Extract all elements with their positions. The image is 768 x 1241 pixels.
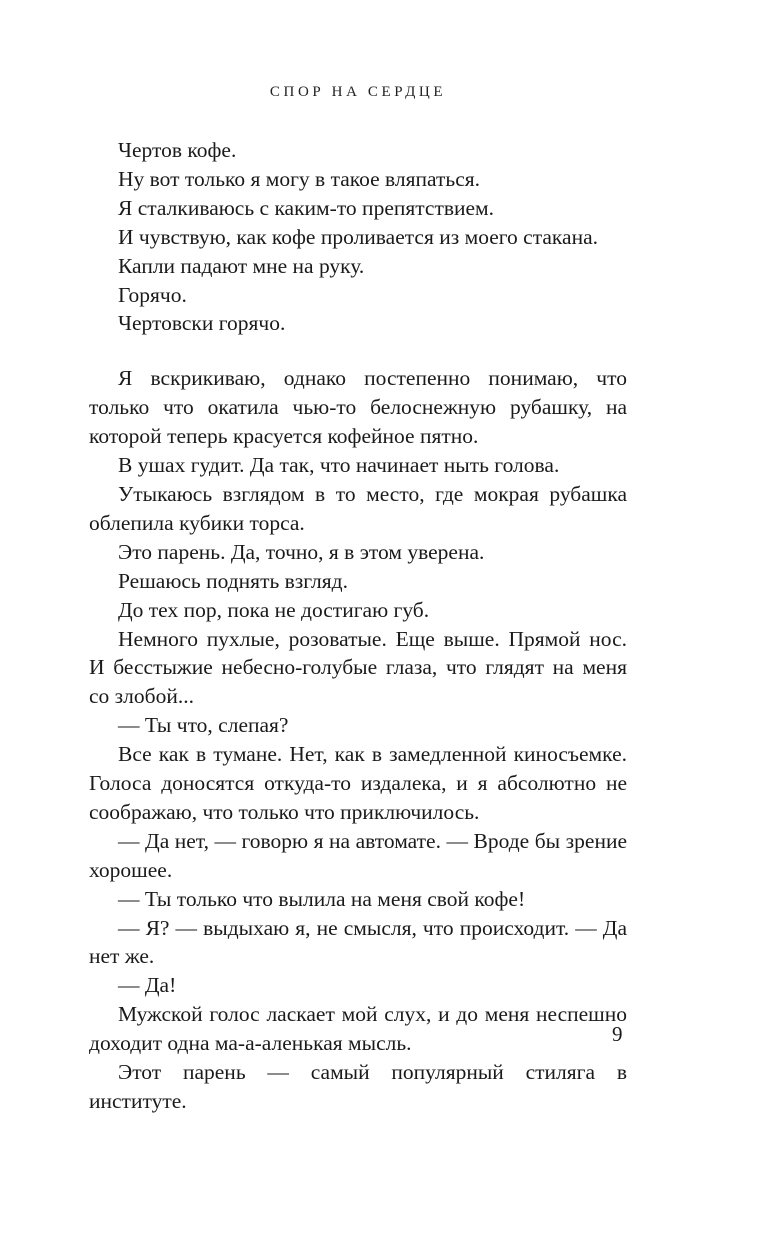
- line: И чувствую, как кофе проливается из моего стакана.: [118, 224, 598, 249]
- paragraph: Все как в тумане. Нет, как в замедленной киносъемке. Голоса доносятся откуда-то издалека, и я абсолютно не соображаю, что только что приключилось.: [89, 742, 627, 824]
- paragraph: Я вскрикиваю, однако постепенно понимаю, что только что окатила чью-то белоснежную рубашку, на которой теперь красуется кофейное пятно.: [89, 366, 627, 449]
- dialogue-line: — Да нет, — говорю я на автомате. — Вроде бы зрение хорошее.: [89, 828, 627, 882]
- section-break: [89, 338, 627, 364]
- dialogue-line: — Ты только что вылила на меня свой кофе!: [118, 886, 526, 911]
- paragraph: Этот парень — самый популярный стиляга в институте.: [89, 1060, 627, 1113]
- opening-lines: [89, 136, 627, 338]
- paragraph: Решаюсь поднять взгляд.: [118, 568, 348, 593]
- running-head: СПОР НА СЕРДЦЕ: [269, 84, 447, 100]
- line: Я сталкиваюсь с каким-то препятствием.: [118, 195, 495, 220]
- paragraph: Это парень. Да, точно, я в этом уверена.: [118, 539, 485, 564]
- page-number: 9: [612, 1022, 623, 1046]
- paragraph: Утыкаюсь взглядом в то место, где мокрая рубашка облепила кубики торса.: [89, 481, 627, 535]
- line: Капли падают мне на руку.: [118, 253, 365, 278]
- line: Горячо.: [118, 282, 187, 307]
- paragraph: До тех пор, пока не достигаю губ.: [118, 597, 430, 622]
- body-text: [89, 136, 627, 1116]
- paragraph: Мужской голос ласкает мой слух, и до меня неспешно доходит одна ма-а-аленькая мысль.: [89, 1002, 627, 1056]
- dialogue-line: — Ты что, слепая?: [118, 713, 289, 738]
- dialogue-line: — Да!: [118, 973, 177, 998]
- main-paragraphs: [89, 364, 627, 1116]
- paragraph: В ушах гудит. Да так, что начинает ныть голова.: [118, 453, 560, 478]
- line: Ну вот только я могу в такое вляпаться.: [118, 166, 481, 191]
- paragraph: Немного пухлые, розоватые. Еще выше. Прямой нос. И бесстыжие небесно-голубые глаза, что глядят на меня со злобой...: [89, 626, 627, 709]
- dialogue-line: — Я? — выдыхаю я, не смысля, что происходит. — Да нет же.: [89, 915, 627, 969]
- line: Чертов кофе.: [118, 138, 237, 162]
- line: Чертовски горячо.: [118, 311, 286, 336]
